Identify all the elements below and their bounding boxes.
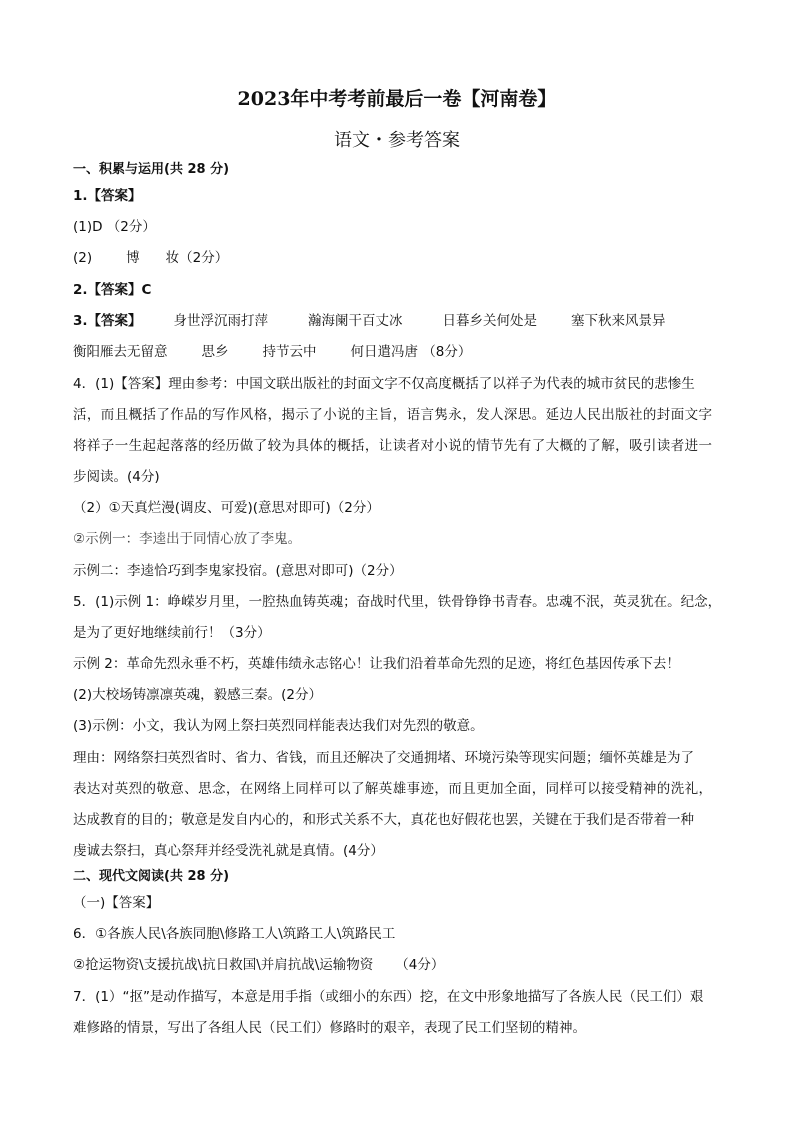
q5-line-1: 5．(1)示例 1：峥嵘岁月里，一腔热血铸英魂；奋战时代里，铁骨铮铮书青春。忠魂不泯，英灵犹在。纪念，: [73, 594, 722, 610]
q5-line-6: 理由：网络祭扫英烈省时、省力、省钱，而且还解决了交通拥堵、环境污染等现实问题；缅怀英雄是为了: [73, 750, 694, 766]
q3-answer-3: 日暮乡关何处是: [442, 313, 538, 329]
q2-label: 2.【答案】C: [73, 282, 152, 298]
q3-answer-2: 瀚海阑干百丈冰: [308, 313, 403, 329]
q5-line-8: 达成教育的目的；敬意是发自内心的，和形式关系不大，真花也好假花也罢，关键在于我们是否带着一种: [73, 812, 694, 828]
q7-line-1: 7．(1）“抠”是动作描写，本意是用手指（或细小的东西）挖，在文中形象地描写了各族人民（民工们）艰: [73, 989, 704, 1005]
q5-line-4: (2)大校场铸凛凛英魂，毅感三秦。(2分）: [73, 687, 322, 703]
q5-line-5: (3)示例：小文，我认为网上祭扫英烈同样能表达我们对先烈的敬意。: [73, 718, 484, 734]
q5-line-9: 虔诚去祭扫，真心祭拜并经受洗礼就是真情。(4分）: [73, 843, 384, 859]
q3-answer-6: 思乡: [201, 344, 229, 360]
q1-answer-2-b: 妆（2分）: [165, 250, 229, 266]
q5-line-3: 示例 2：革命先烈永垂不朽，英雄伟绩永志铭心！让我们沿着革命先烈的足迹，将红色基因传承下去！: [73, 656, 680, 672]
section-heading-2: 二、现代文阅读(共 28 分): [73, 869, 230, 884]
q3-answer-7: 持节云中: [262, 344, 317, 360]
q3-answer-4: 塞下秋来风景异: [571, 313, 666, 329]
q4-line-3: 将祥子一生起起落落的经历做了较为具体的概括，让读者对小说的情节先有了大概的了解，吸引读者进一: [73, 438, 713, 454]
q1-answer-2-a: 博: [126, 250, 140, 266]
section-2-sub: （一)【答案】: [73, 895, 160, 911]
q1-answer-2: [73, 248, 228, 268]
q3-answer-8: 何日遣冯唐 （8分）: [350, 344, 472, 360]
page-title: 2023年中考考前最后一卷【河南卷】: [237, 88, 557, 110]
q7-line-2: 难修路的情景，写出了各组人民（民工们）修路时的艰辛，表现了民工们坚韧的精神。: [73, 1020, 586, 1036]
q3-answer-5: 衡阳雁去无留意: [73, 344, 168, 360]
q1-answer-1: (1)D （2分）: [73, 219, 156, 235]
q1-answer-2-num: (2): [73, 250, 93, 266]
q4-line-7: 示例二：李逵恰巧到李鬼家投宿。(意思对即可)（2分）: [73, 563, 403, 579]
q4-line-1: 4．(1)【答案】理由参考：中国文联出版社的封面文字不仅高度概括了以祥子为代表的城市贫民的悲惨生: [73, 376, 695, 392]
q6-line-2-score: （4分）: [395, 957, 445, 973]
q5-line-7: 表达对英烈的敬意、思念，在网络上同样可以了解英雄事迹，而且更加全面，同样可以接受精神的洗礼，: [73, 781, 713, 797]
q3-answer-1: 身世浮沉雨打萍: [173, 313, 269, 329]
q3-label: 3.【答案】: [73, 313, 142, 329]
q6-line-2: [73, 955, 444, 975]
q5-line-2: 是为了更好地继续前行！（3分）: [73, 625, 271, 641]
q3-line-2: [73, 342, 471, 362]
q4-line-6: ②示例一：李逵出于同情心放了李鬼。: [73, 531, 302, 547]
page-subtitle: 语文・参考答案: [334, 130, 460, 151]
q3-line-1: [73, 311, 666, 331]
q6-line-1: 6．①各族人民\各族同胞\修路工人\筑路工人\筑路民工: [73, 926, 396, 942]
q4-line-4: 步阅读。(4分): [73, 469, 160, 485]
q6-line-2-text: ②抢运物资\支援抗战\抗日救国\并肩抗战\运输物资: [73, 957, 374, 973]
section-heading-1: 一、积累与运用(共 28 分): [73, 162, 230, 177]
q1-label: 1.【答案】: [73, 188, 142, 204]
q4-line-2: 活，而且概括了作品的写作风格，揭示了小说的主旨，语言隽永，发人深思。延边人民出版社的封面文字: [73, 407, 713, 423]
q4-line-5: （2）①天真烂漫(调皮、可爱)(意思对即可)（2分）: [73, 500, 380, 516]
